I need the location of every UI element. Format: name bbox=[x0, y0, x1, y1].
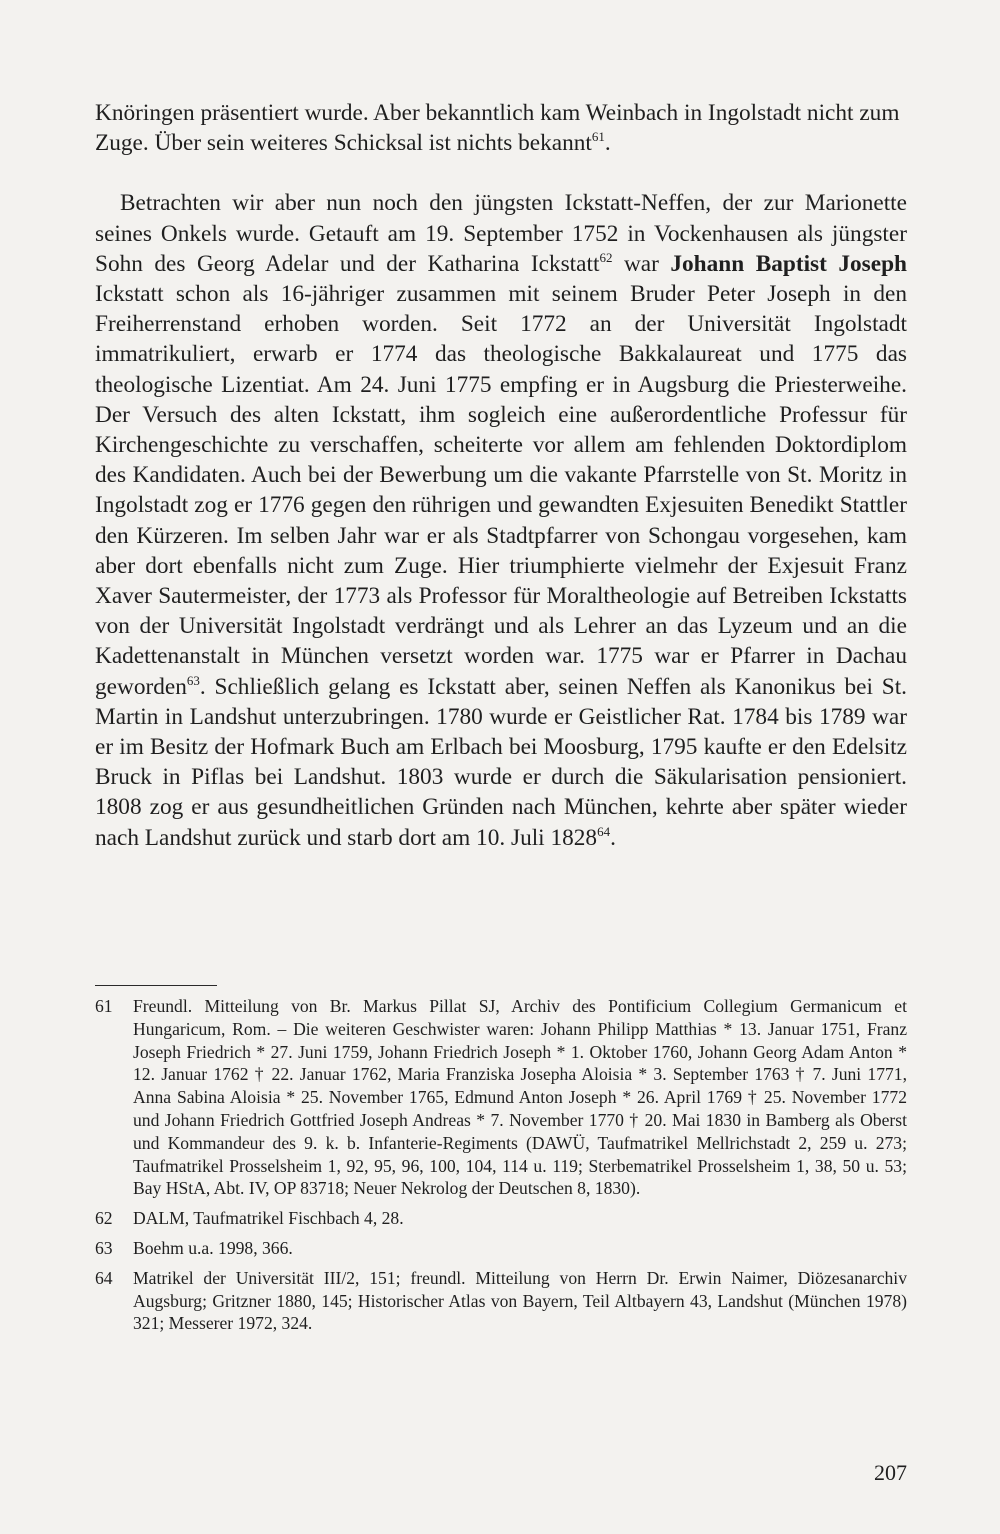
main-text bbox=[95, 98, 907, 853]
footnote-ref-62: 62 bbox=[599, 249, 613, 265]
footnotes bbox=[95, 995, 907, 1342]
footnote-61 bbox=[95, 995, 907, 1200]
paragraph-2: Betrachten wir aber nun noch den jüngsten Ickstatt-Neffen, der zur Marionette seines Onkels wurde. Getauft am 19. September 1752 in Vockenhausen als jüngster Sohn des Georg Adelar und der Katharina Ickstatt$^{62}$ war Johann Baptist Joseph Ickstatt schon als 16-jähriger zusammen mit seinem Bruder Peter Joseph in den Freiherrenstand erhoben worden. Seit 1772 an der Universität Ingolstadt immatrikuliert, erwarb er 1774 das theologische Bakkalaureat und 1775 das theologische Lizentiat. Am 24. Juni 1775 empfing er in Augsburg die Priesterweihe. Der Versuch des alten Ickstatt, ihm sogleich eine außerordentliche Professur für Kirchengeschichte zu verschaffen, scheiterte vor allem am fehlenden Doktordiplom des Kandidaten. Auch bei der Bewerbung um die vakante Pfarrstelle von St. Moritz in Ingolstadt zog er 1776 gegen den rührigen und gewandten Exjesuiten Benedikt Stattler den Kürzeren. Im selben Jahr war er als Stadtpfarrer von Schongau vorgesehen, kam aber dort ebenfalls nicht zum Zuge. Hier triumphierte vielmehr der Exjesuit Franz Xaver Sautermeister, der 1773 als Professor für Moraltheologie auf Betreiben Ickstatts von der Universität Ingolstadt verdrängt und als Lehrer an das Lyzeum und an die Kadettenanstalt in München versetzt worden war. 1775 war er Pfarrer in Dachau geworden$^{63}$. Schließlich gelang es Ickstatt aber, seinen Neffen als Kanonikus bei St. Martin in Landshut unterzubringen. 1780 wurde er Geistlicher Rat. 1784 bis 1789 war er im Besitz der Hofmark Buch am Erlbach bei Moosburg, 1795 kaufte er den Edelsitz Bruck in Piflas bei Landshut. 1803 wurde er durch die Säkularisation pensioniert. 1808 zog er aus gesundheitlichen Gründen nach München, kehrte aber später wieder nach Landshut zurück und starb dort am 10. Juli 1828$^{64}$. bbox=[95, 190, 908, 851]
footnote-number: 61 bbox=[95, 996, 113, 1016]
footnote-number: 62 bbox=[95, 1208, 113, 1229]
person-name-bold: Johann Baptist Joseph bbox=[670, 250, 908, 277]
footnote-ref-63: 63 bbox=[186, 672, 200, 688]
footnote-number: 63 bbox=[95, 1237, 113, 1258]
footnote-text: Matrikel der Universität III/2, 151; freundl. Mitteilung von Herrn Dr. Erwin Naimer, Diözesanarchiv Augsburg; Gritzner 1880, 145; Historischer Atlas von Bayern, Teil Altbayern 43, Landshut (München 1978) 321; Messerer 1972, 324. bbox=[133, 1267, 907, 1334]
footnote-text: Boehm u.a. 1998, 366. bbox=[133, 1237, 293, 1258]
footnote-text: DALM, Taufmatrikel Fischbach 4, 28. bbox=[133, 1208, 404, 1229]
footnote-62 bbox=[95, 1207, 907, 1230]
footnote-63 bbox=[95, 1237, 907, 1260]
footnote-number: 64 bbox=[95, 1267, 113, 1288]
footnote-separator bbox=[95, 985, 217, 986]
footnote-ref-61: 61 bbox=[591, 129, 605, 145]
footnote-ref-64: 64 bbox=[597, 823, 611, 839]
page-number: 207 bbox=[874, 1460, 907, 1485]
footnote-64 bbox=[95, 1267, 907, 1335]
paragraph-1: Knöringen präsentiert wurde. Aber bekanntlich kam Weinbach in Ingolstadt nicht zum Zuge. Über sein weiteres Schicksal ist nichts bekannt$^{61}$. bbox=[95, 100, 900, 157]
footnote-text: Freundl. Mitteilung von Br. Markus Pillat SJ, Archiv des Pontificium Collegium Germanicum et Hungaricum, Rom. – Die weiteren Geschwister waren: Johann Philipp Matthias * 13. Januar 1751, Franz Joseph Friedrich * 27. Juni 1759, Johann Friedrich Joseph * 1. Oktober 1760, Johann Georg Adam Anton * 12. Januar 1762 † 22. Januar 1762, Maria Franziska Josepha Aloisia * 3. September 1763 † 7. Juni 1771, Anna Sabina Aloisia * 25. November 1765, Edmund Anton Joseph * 26. April 1769 † 25. November 1772 und Johann Friedrich Gottfried Joseph Andreas * 7. November 1770 † 20. Mai 1830 in Bamberg als Oberst und Kommandeur des 9. k. b. Infanterie-Regiments (DAWÜ, Taufmatrikel Mellrichstadt 2, 259 u. 273; Taufmatrikel Prosselsheim 1, 92, 95, 96, 100, 104, 114 u. 119; Sterbematrikel Prosselsheim 1, 38, 50 u. 53; Bay HStA, Abt. IV, OP 83718; Neuer Nekrolog der Deutschen 8, 1830). bbox=[133, 996, 907, 1199]
